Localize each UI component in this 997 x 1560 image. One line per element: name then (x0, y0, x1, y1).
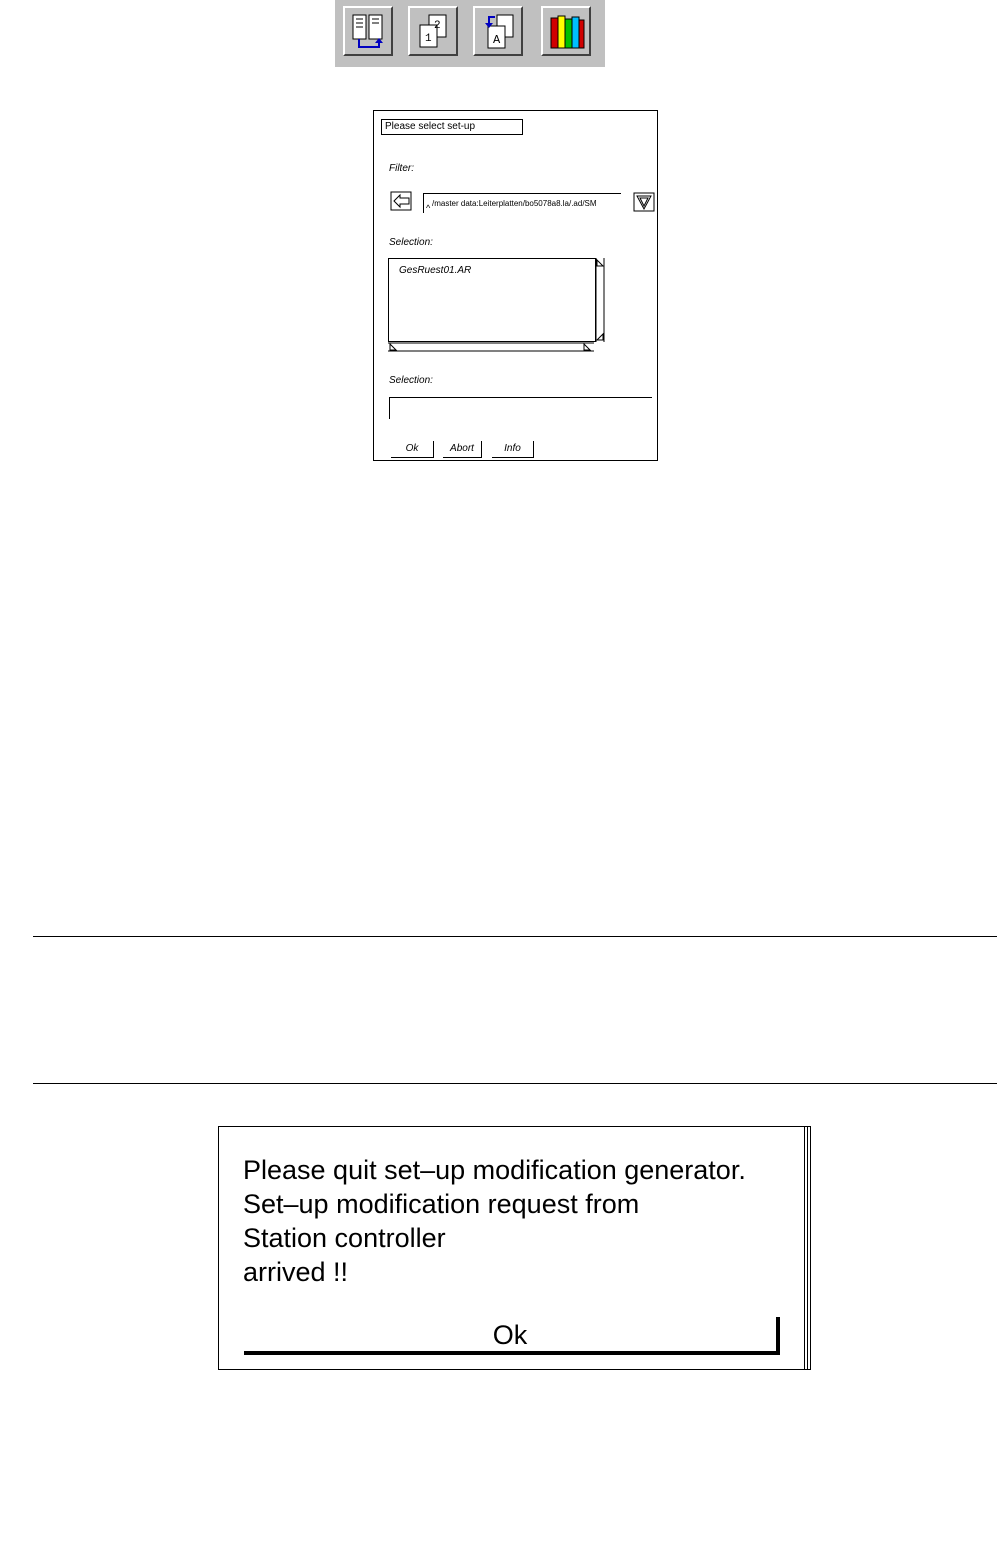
info-button[interactable]: Info (492, 441, 534, 458)
selection-field-label: Selection: (389, 375, 433, 386)
compare-setups-icon (349, 12, 389, 52)
vertical-scrollbar[interactable] (595, 258, 605, 342)
separator-line (33, 936, 997, 937)
numbered-pages-icon (414, 12, 454, 52)
message-line: Set–up modification request from (243, 1189, 640, 1219)
ok-button[interactable]: Ok (391, 441, 434, 458)
toolbar-button-convert[interactable] (473, 6, 523, 56)
library-books-icon (547, 12, 587, 52)
horizontal-scrollbar[interactable] (388, 342, 594, 352)
filter-funnel-icon[interactable] (633, 192, 655, 212)
selection-listbox[interactable] (388, 258, 596, 342)
list-item[interactable]: GesRuest01.AR (399, 265, 472, 276)
toolbar-button-compare[interactable] (343, 6, 393, 56)
convert-document-icon (479, 12, 519, 52)
abort-button[interactable]: Abort (443, 441, 482, 458)
message-line: Please quit set–up modification generator. (243, 1155, 746, 1185)
setup-select-dialog (373, 110, 658, 461)
svg-text:1: 1 (425, 33, 432, 45)
separator-line (33, 1083, 997, 1084)
toolbar-button-library[interactable] (541, 6, 591, 56)
filter-label: Filter: (389, 163, 414, 174)
message-line: Station controller (243, 1223, 446, 1253)
message-line: arrived !! (243, 1257, 349, 1287)
back-arrow-icon[interactable] (390, 191, 412, 211)
filter-value: /master data:Leiterplatten/bo5078a8.la/.ad/SM (432, 199, 597, 208)
toolbar (335, 0, 605, 67)
message-ok-button[interactable]: Ok (244, 1317, 780, 1355)
selection-input[interactable] (389, 397, 652, 419)
dialog-title: Please select set-up (381, 119, 523, 135)
svg-text:2: 2 (434, 20, 441, 32)
filter-input[interactable] (423, 193, 621, 213)
toolbar-button-pages[interactable] (408, 6, 458, 56)
svg-text:A: A (493, 33, 501, 47)
message-text (243, 1153, 746, 1289)
quit-generator-message-dialog (218, 1126, 811, 1370)
text-cursor-icon: ^ (426, 203, 431, 213)
selection-list-label: Selection: (389, 237, 433, 248)
